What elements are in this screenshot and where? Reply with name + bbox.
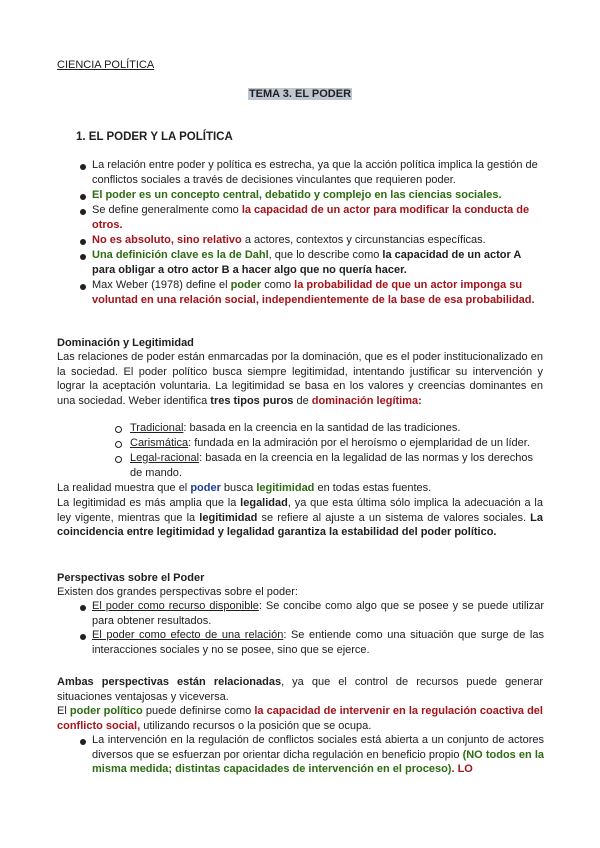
paragraph-emphasis: tres tipos puros xyxy=(210,394,294,407)
bullet-text: La relación entre poder y política es estrecha, ya que la acción política implica la gestión de conflictos sociales a través de decisiones vinculantes que requieren poder. xyxy=(92,159,538,186)
bullet-item xyxy=(92,733,544,777)
bullet-emphasis: (NO todos en la misma medida; distintas capacidades de intervención en el proceso) xyxy=(92,748,545,775)
paragraph-text: de xyxy=(293,394,312,407)
bullet-text: : Se entiende como una situación que surge de las interacciones sociales y no se posee, sino que se ejerce. xyxy=(92,629,544,656)
sub-bullet xyxy=(115,426,122,433)
bullet-emphasis: Una definición clave es la de Dahl xyxy=(92,249,269,261)
bullet-item xyxy=(92,599,544,628)
course-title: CIENCIA POLÍTICA xyxy=(57,59,155,71)
section-heading: 1. EL PODER Y LA POLÍTICA xyxy=(76,131,233,143)
sub-bullet-item xyxy=(130,436,545,451)
paragraph-text: , ya que esta última sólo implica la adecuación a la ley vigente, mientras que la xyxy=(57,497,543,524)
bullet-dot xyxy=(80,209,86,215)
bullet-item xyxy=(92,248,544,277)
bullet-dot xyxy=(80,634,86,640)
bullet-term: El poder como efecto de una relación xyxy=(92,629,284,641)
sub-bullet-term: Legal-racional xyxy=(130,452,200,464)
bullet-emphasis: . LO xyxy=(451,763,473,775)
paragraph-emphasis: Ambas perspectivas están relacionadas xyxy=(57,676,282,688)
subsection-heading: Dominación y Legitimidad xyxy=(57,337,194,349)
bullet-text: a actores, contextos y circunstancias específicas. xyxy=(241,234,486,246)
paragraph-emphasis: poder político xyxy=(69,705,143,717)
bullet-dot xyxy=(80,605,86,611)
paragraph xyxy=(57,675,543,704)
sub-bullet-text: : fundada en la admiración por el heroísmo o ejemplaridad de un líder. xyxy=(188,437,530,449)
bullet-emphasis: poder xyxy=(230,279,262,291)
paragraph-text: utilizando recursos o la posición que se ocupa. xyxy=(140,719,372,732)
paragraph-emphasis: poder xyxy=(190,482,221,494)
paragraph xyxy=(57,350,543,408)
bullet-item xyxy=(92,203,544,232)
paragraph-text: La legitimidad es más amplia que la xyxy=(57,497,241,509)
bullet-emphasis: la capacidad de un actor A para obligar a otro actor B a hacer algo que no quería hacer. xyxy=(92,249,521,276)
bullet-item xyxy=(92,628,544,657)
bullet-emphasis: la capacidad de un actor para modificar la conducta de otros. xyxy=(92,204,530,231)
bullet-item: El poder es un concepto central, debatido y complejo en las ciencias sociales. xyxy=(92,189,502,201)
bullet-text: Se define generalmente como xyxy=(92,204,242,216)
paragraph xyxy=(57,496,543,540)
paragraph xyxy=(57,704,543,733)
paragraph-emphasis: legitimidad xyxy=(199,511,258,524)
subsection-heading: Perspectivas sobre el Poder xyxy=(57,572,205,584)
paragraph-text: , ya que el control de recursos puede generar situaciones ventajosas y viceversa. xyxy=(57,676,543,703)
bullet-dot xyxy=(80,164,86,170)
bullet-term: El poder como recurso disponible xyxy=(92,600,259,612)
bullet-item xyxy=(92,278,544,307)
sub-bullet-item xyxy=(130,451,545,480)
bullet-emphasis: No es absoluto, sino relativo xyxy=(92,234,242,246)
bullet-dot xyxy=(80,254,86,260)
paragraph-text: Las relaciones de poder están enmarcadas por la dominación, que es el poder institucionalizado en la sociedad. El poder político busca siempre legitimidad, intentando justificar su intervención y lograr la aceptación voluntaria. La legitimidad se basa en los valores y creencias dominantes en una sociedad. Weber identifica xyxy=(57,351,543,407)
sub-bullet-term: Tradicional xyxy=(130,422,184,434)
paragraph-text: La realidad muestra que el xyxy=(57,482,191,494)
bullet-emphasis: la probabilidad de que un actor imponga su voluntad en una relación social, independientemente de la base de esa probabilidad. xyxy=(92,279,535,306)
bullet-text: Max Weber (1978) define el xyxy=(92,279,231,291)
paragraph-emphasis: La coincidencia entre legitimidad y legalidad garantiza la estabilidad del poder político. xyxy=(57,511,543,538)
paragraph-emphasis: legalidad xyxy=(240,497,288,509)
paragraph-text: busca xyxy=(220,482,257,494)
sub-bullet-text: : basada en la creencia en la santidad de las tradiciones. xyxy=(183,422,461,434)
bullet-dot xyxy=(80,194,86,200)
bullet-text: , que lo describe como xyxy=(268,249,383,261)
paragraph xyxy=(57,481,543,496)
paragraph-text: en todas estas fuentes. xyxy=(314,482,432,494)
paragraph: Existen dos grandes perspectivas sobre el poder: xyxy=(57,586,298,598)
bullet-item xyxy=(92,158,544,187)
paragraph-text: puede definirse como xyxy=(142,705,255,717)
paragraph-emphasis: legitimidad xyxy=(256,482,315,494)
bullet-text: La intervención en la regulación de conflictos sociales está abierta a un conjunto de actores diversos que se esfuerzan por orientar dicha regulación en beneficio propio xyxy=(92,734,544,761)
paragraph-emphasis: dominación legítima: xyxy=(311,394,422,407)
paragraph-text: se refiere al ajuste a un sistema de valores sociales. xyxy=(257,511,531,524)
sub-bullet xyxy=(115,441,122,448)
bullet-dot xyxy=(80,239,86,245)
paragraph-emphasis: la capacidad de intervenir en la regulación coactiva del conflicto social, xyxy=(57,705,543,732)
sub-bullet-term: Carismática xyxy=(130,437,189,449)
sub-bullet xyxy=(115,456,122,463)
topic-title-wrap xyxy=(0,87,600,102)
sub-bullet-text: : basada en la creencia en la legalidad de las normas y los derechos de mando. xyxy=(130,452,533,479)
sub-bullet-item xyxy=(130,421,545,436)
bullet-item xyxy=(92,233,544,248)
bullet-text: : Se concibe como algo que se posee y se puede utilizar para obtener resultados. xyxy=(92,600,544,627)
topic-title: TEMA 3. EL PODER xyxy=(248,88,352,100)
bullet-dot xyxy=(80,284,86,290)
bullet-text: como xyxy=(261,279,295,291)
bullet-dot xyxy=(80,739,86,745)
paragraph-text: El xyxy=(57,705,70,717)
